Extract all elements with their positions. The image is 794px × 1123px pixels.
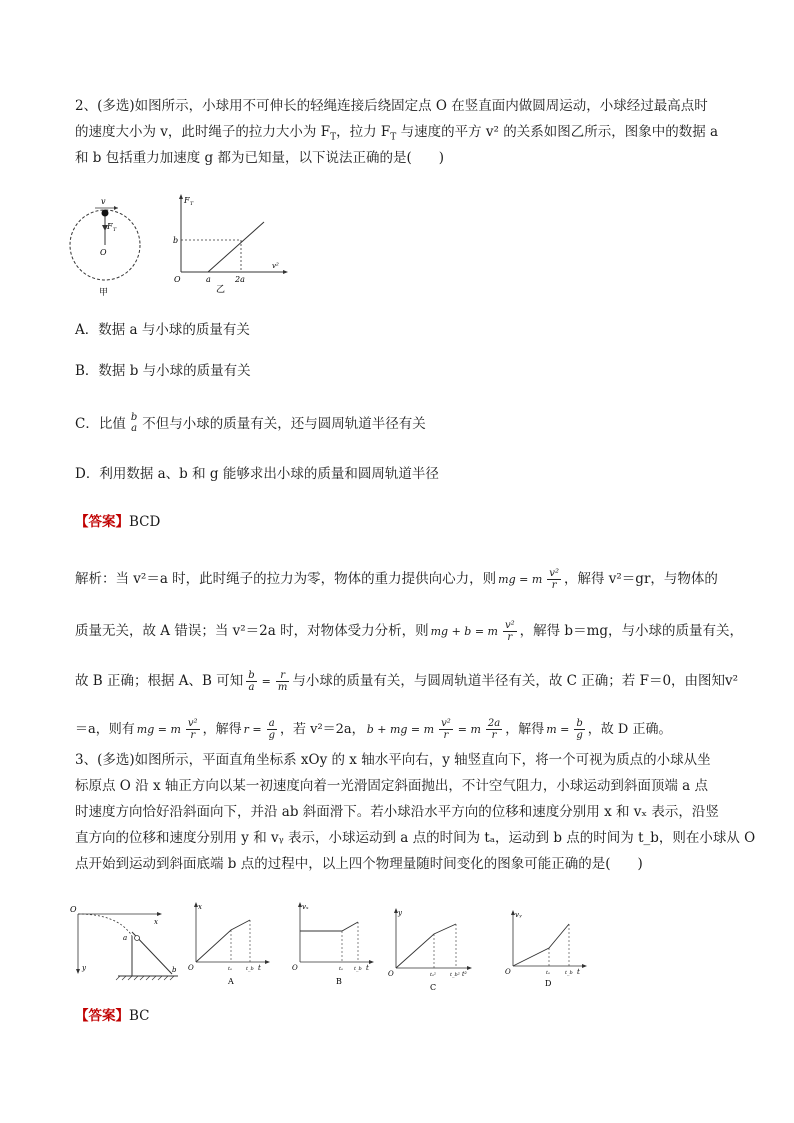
q2-solution-line1: 解析：当 v²＝a 时，此时绳子的拉力为零，物体的重力提供向心力，则 mg = m $\frac{\text{v²}}{r}$ ，解得 v²＝gr，与物体的 [75, 568, 718, 591]
q3-graph-c [388, 904, 478, 996]
svg-text:tₐ: tₐ [228, 966, 232, 972]
q3-text-line2: 标原点 O 沿 x 轴正方向以某一初速度向着一光滑固定斜面抛出，不计空气阻力，小球运动到斜面顶端 a 点 [75, 778, 708, 794]
q2-text-line2: 的速度大小为 v，此时绳子的拉力大小为 $F_T$，拉力 $F_T$ 与速度的平方 v² 的关系如图乙所示，图象中的数据 a [75, 124, 719, 143]
q3-text-line5: 点开始到运动到斜面底端 b 点的过程中，以上四个物理量随时间变化的图象可能正确的是( ) [75, 856, 643, 872]
label-a: a [123, 934, 128, 942]
svg-text:A: A [228, 977, 234, 986]
q3-text-line1: 3、(多选)如图所示，平面直角坐标系 xOy 的 x 轴水平向右，y 轴竖直向下，将一个可视为质点的小球从坐 [75, 752, 711, 768]
svg-text:tₐ: tₐ [339, 966, 343, 972]
svg-text:t_b²: t_b² [450, 972, 460, 978]
q3-text-line3: 时速度方向恰好沿斜面向下，并沿 ab 斜面滑下。若小球沿水平方向的位移和速度分别用 x 和 vₓ 表示，沿竖 [75, 804, 719, 820]
q3-figure-main [68, 902, 183, 992]
svg-text:x: x [198, 903, 202, 911]
q2-option-a: A．数据 a 与小球的质量有关 [75, 322, 250, 338]
q2-solution-line3: 故 B 正确；根据 A、B 可知 $\frac{b}{a}$ = $\frac{r}{m}$ 与小球的质量有关，与圆周轨道半径有关，故 C 正确；若 F＝0，由图知v² [75, 670, 739, 693]
q2-text-line3: 和 b 包括重力加速度 g 都为已知量，以下说法正确的是( ) [75, 150, 444, 166]
x-t-curve [196, 920, 250, 962]
svg-text:t_b: t_b [246, 966, 254, 972]
label-2a: 2a [235, 275, 245, 284]
label-ft-sub: T [113, 227, 117, 233]
svg-text:tₐ: tₐ [546, 970, 550, 976]
label-y: y [82, 964, 86, 972]
vx-t-curve [300, 922, 358, 931]
q2-option-b: B．数据 b 与小球的质量有关 [75, 363, 251, 379]
label-x: x [154, 918, 158, 926]
vy-t-curve [513, 924, 569, 966]
label-ft: F [107, 222, 113, 231]
caption-yi: 乙 [216, 285, 226, 295]
svg-text:B: B [336, 977, 342, 986]
label-o: O [100, 248, 107, 257]
svg-text:vₓ: vₓ [302, 903, 309, 911]
q3-graph-d [505, 906, 590, 998]
q2-text-line1: 2、(多选)如图所示，小球用不可伸长的轻绳连接后绕固定点 O 在竖直面内做圆周运动，小球经过最高点时 [75, 98, 708, 114]
label-o: O [174, 275, 181, 284]
q2-solution-line2: 质量无关，故 A 错误；当 v²＝2a 时，对物体受力分析，则 mg + b = m $\frac{\text{v²}}{r}$ ，解得 b＝mg，与小球的质量有关， [75, 620, 744, 643]
svg-text:O: O [188, 964, 194, 972]
label-v2: v² [272, 262, 279, 270]
q3-graph-a [188, 898, 273, 990]
label-v: v [101, 197, 106, 206]
svg-text:t: t [258, 964, 261, 972]
label-ft-sub: T [190, 201, 194, 207]
q2-figure-yi [168, 190, 298, 300]
svg-text:tₐ²: tₐ² [430, 972, 436, 978]
svg-text:t: t [577, 968, 580, 976]
label-ft: F [184, 196, 190, 205]
ball [102, 210, 109, 217]
svg-text:C: C [430, 983, 437, 992]
label-b: b [172, 966, 177, 974]
svg-text:D: D [545, 979, 552, 988]
q3-text-line4: 直方向的位移和速度分别用 y 和 vᵧ 表示，小球运动到 a 点的时间为 tₐ，运动到 b 点的时间为 t_b，则在小球从 O [75, 830, 756, 846]
q3-answer: 【答案】BC [75, 1008, 150, 1024]
ft-line [208, 222, 264, 272]
label-b: b [173, 236, 179, 245]
svg-text:t: t [366, 964, 369, 972]
svg-text:t_b: t_b [565, 970, 573, 976]
trajectory [78, 914, 132, 936]
q2-figure-jia [60, 195, 150, 305]
y-t2-curve [396, 924, 456, 968]
svg-text:t_b: t_b [354, 966, 362, 972]
ball [135, 936, 140, 941]
q2-option-d: D．利用数据 a、b 和 g 能够求出小球的质量和圆周轨道半径 [75, 466, 439, 482]
svg-text:vᵧ: vᵧ [515, 911, 522, 919]
svg-text:y: y [398, 909, 402, 917]
q3-graph-b [292, 898, 377, 990]
q2-solution-line4: ＝a，则有 mg = m $\frac{\text{v²}}{r}$ ，解得 r = $\frac{a}{g}$ ，若 v²＝2a， b + mg = m $\frac{\text{v²}}{r}$ = m $\frac{2a}{r}$ ，解得 m = $\frac{b}{g}$ ，故 D 正确。 [75, 718, 672, 741]
svg-text:O: O [388, 970, 394, 978]
svg-text:t²: t² [462, 971, 467, 978]
svg-text:O: O [505, 968, 511, 976]
caption-jia: 甲 [99, 288, 109, 298]
svg-text:O: O [292, 964, 298, 972]
label-a: a [206, 275, 211, 284]
q2-answer: 【答案】BCD [75, 514, 161, 530]
label-o: O [70, 905, 77, 914]
q2-option-c: C．比值 b a 不但与小球的质量有关，还与圆周轨道半径有关 [75, 412, 426, 434]
